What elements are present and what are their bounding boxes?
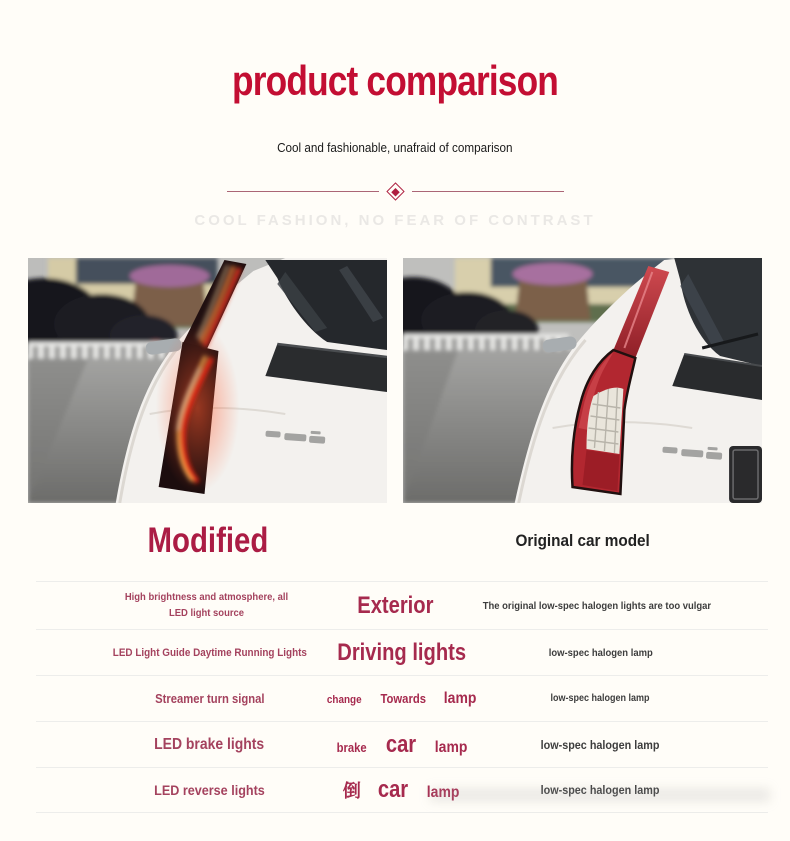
section-header (0, 0, 790, 104)
modified-feature-text: LED Light Guide Daytime Running Lights (112, 646, 307, 659)
original-tail-lamp-photo (403, 258, 762, 503)
original-feature-text: low-spec halogen lamp (541, 783, 660, 798)
diamond-icon (386, 182, 404, 200)
category-cell: Driving lights (337, 638, 467, 666)
divider-line-right (412, 191, 564, 192)
license-plate (729, 446, 762, 503)
category-cell: Exterior (357, 591, 434, 619)
comparison-table (36, 581, 768, 813)
page-title: product comparison (232, 57, 558, 104)
modified-feature-text: High brightness and atmosphere, all LED light source (124, 591, 288, 619)
table-row-exterior (36, 581, 768, 629)
table-row-driving-lights (36, 629, 768, 675)
original-caption: Original car model (515, 531, 650, 551)
category-cell: 倒 car lamp (342, 776, 460, 804)
modified-caption: Modified (147, 521, 268, 561)
category-cell: change Towards lamp (327, 689, 477, 707)
modified-feature-text: Streamer turn signal (154, 691, 265, 706)
comparison-photos (0, 258, 790, 503)
modified-tail-lamp-photo (28, 258, 387, 503)
photo-captions (0, 515, 790, 567)
decorative-divider (0, 185, 790, 198)
original-feature-text: The original low-spec halogen lights are too vulgar (482, 599, 712, 612)
table-row-turn-signal (36, 675, 768, 721)
modified-feature-text: LED reverse lights (154, 782, 265, 799)
watermark-text: COOL FASHION, NO FEAR OF CONTRAST (194, 212, 596, 230)
original-feature-text: low-spec halogen lamp (541, 737, 660, 752)
category-cell: brake car lamp (336, 730, 467, 758)
page-subtitle: Cool and fashionable, unafraid of comparison (277, 140, 513, 156)
modified-feature-text: LED brake lights (154, 735, 265, 753)
divider-line-left (227, 191, 379, 192)
original-feature-text: low-spec halogen lamp (550, 693, 651, 705)
faded-watermark-smudge (430, 788, 770, 802)
original-feature-text: low-spec halogen lamp (548, 646, 653, 659)
table-row-brake-lights (36, 721, 768, 767)
